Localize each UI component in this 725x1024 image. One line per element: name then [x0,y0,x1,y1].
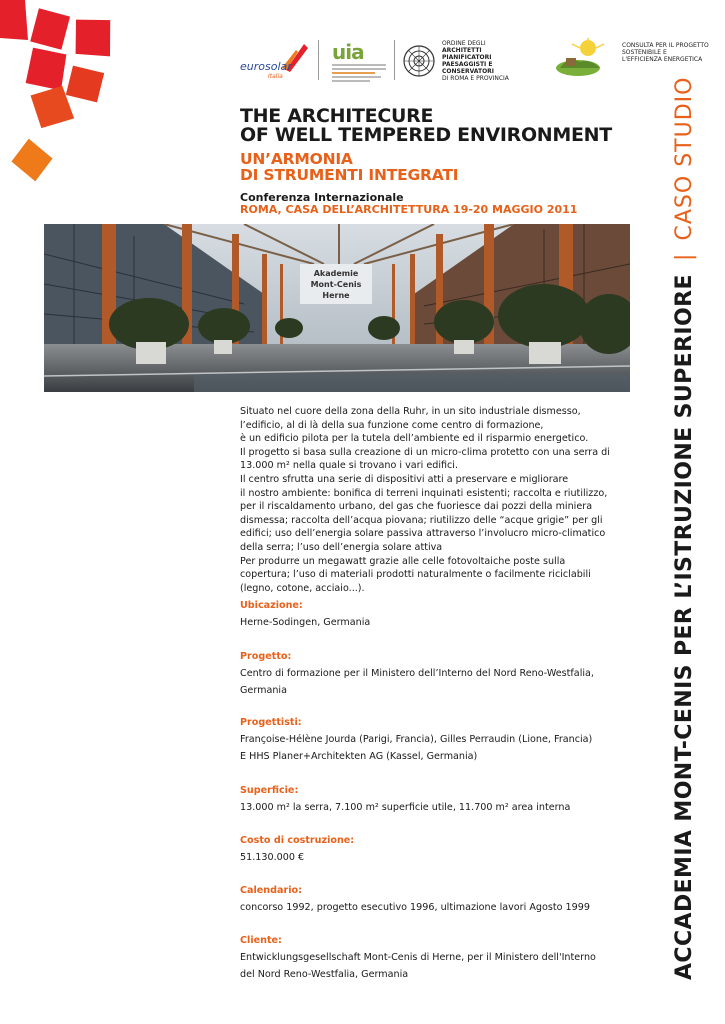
title-line-2: OF WELL TEMPERED ENVIRONMENT [240,124,612,146]
description-line: (legno, cotone, acciaio...). [240,582,365,594]
uia-name: uia [332,40,364,64]
section-heading: Costo di costruzione: [240,835,355,846]
section-value: del Nord Reno-Westfalia, Germania [240,969,409,980]
sign-line-1: Akademie [313,269,359,278]
side-title-caso-studio: CASO STUDIO [672,76,697,241]
section-value: 51.130.000 € [240,852,305,863]
consulta-line-2: SOSTENIBILE E [622,49,667,56]
description [240,405,630,595]
description-line: copertura; l’uso di materiali prodotti naturalmente o facilmente riciclabili [240,569,591,581]
description-line: per il riscaldamento urbano, del gas che fuoriesce dai pozzi della miniera [240,501,593,513]
logo-divider [318,40,319,80]
section-value: concorso 1992, progetto esecutivo 1996, ultimazione lavori Agosto 1999 [240,902,590,913]
section-value: 13.000 m² la serra, 7.100 m² superficie utile, 11.700 m² area interna [240,802,571,813]
consulta-text [622,42,709,63]
consulta-line-3: L'EFFICIENZA ENERGETICA [622,56,703,63]
description-line: Il progetto si basa sulla creazione di un micro-clima protetto con una serra di [240,446,610,458]
description-line: della serra; l’uso dell’energia solare attiva [240,541,443,553]
ordine-line-2: ARCHITETTI [442,47,482,54]
side-title [672,76,712,980]
subtitle [240,151,458,183]
eurosolar-logo [238,40,310,80]
consulta-illustration-icon [550,38,614,78]
section-value: Centro di formazione per il Ministero dell’Interno del Nord Reno-Westfalia, [240,668,594,679]
section-value: Entwicklungsgesellschaft Mont-Cenis di Herne, per il Ministero dell'Interno [240,952,596,963]
section-value: Herne-Sodingen, Germania [240,617,371,628]
uia-text-lines [332,64,386,82]
ordine-line-5: DI ROMA E PROVINCIA [442,75,509,82]
ordine-line-1: ORDINE DEGLI [442,40,486,47]
logo-divider [394,40,395,80]
subtitle-line-2: DI STRUMENTI INTEGRATI [240,166,459,184]
description-line: è un edificio pilota per la tutela dell’ambiente ed il risparmio energetico. [240,433,589,445]
side-title-main: ACCADEMIA MONT-CENIS PER L’ISTRUZIONE SUPERIORE [672,274,697,980]
description-line: edifici; uso dell’energia solare passiva attraverso l’involucro micro-climatico [240,528,606,540]
section-heading: Progettisti: [240,717,302,728]
side-title-rotated [672,76,712,980]
section-ubicazione [240,597,640,631]
ordine-line-4: PAESAGGISTI E CONSERVATORI [442,61,495,75]
ordine-emblem-icon [402,44,436,78]
consulta-line-1: CONSULTA PER IL PROGETTO [622,42,709,49]
eurosolar-subtitle: Italia [268,73,283,80]
title-line-1: THE ARCHITECURE [240,105,434,127]
conference-info [240,192,577,216]
main-title [240,107,612,145]
section-progettisti [240,714,640,765]
consulta-logo [550,36,710,80]
side-title-separator: | [672,253,697,261]
description-line: dismessa; raccolta dell’acqua piovana; riutilizzo delle “acque grigie” per gli [240,514,603,526]
sign-line-3: Herne [322,291,350,300]
description-line: Situato nel cuore della zona della Ruhr, in un sito industriale dismesso, [240,406,581,417]
description-line: Per produrre un megawatt grazie alle celle fotovoltaiche poste sulla [240,555,566,567]
subtitle-line-1: UN’ARMONIA [240,150,353,168]
sign-line-2: Mont-Cenis [310,280,362,289]
section-superficie [240,782,640,816]
atrium-illustration [44,224,630,392]
section-value: Germania [240,685,287,696]
section-value: E HHS Planer+Architekten AG (Kassel, Germania) [240,751,478,762]
section-progetto [240,648,640,699]
description-line: 13.000 m² nella quale si trovano i vari edifici. [240,460,459,472]
section-heading: Superficie: [240,785,299,796]
section-value: Françoise-Hélène Jourda (Parigi, Francia), Gilles Perraudin (Lione, Francia) [240,734,593,745]
eurosolar-name: eurosolar [240,60,292,73]
section-calendario [240,882,640,916]
description-line: Il centro sfrutta una serie di dispositivi atti a preservare e migliorare [240,473,569,485]
section-heading: Calendario: [240,885,302,896]
conference-details: ROMA, CASA DELL’ARCHITETTURA 19-20 MAGGIO 2011 [240,203,578,216]
conference-title: Conferenza Internazionale [240,191,404,204]
section-heading: Cliente: [240,935,282,946]
description-line: il nostro ambiente: bonifica di terreni inquinati esistenti; raccolta e riutilizzo, [240,487,608,499]
uia-logo [330,40,388,82]
ordine-line-3: PIANIFICATORI [442,54,492,61]
building-photo [44,224,630,392]
ordine-architetti-logo [402,40,542,82]
square-pattern-graphic [0,0,130,190]
ordine-text [442,40,542,82]
description-line: l’edificio, al di là della sua funzione come centro di formazione, [240,419,544,431]
section-costo [240,832,640,866]
section-cliente [240,932,640,983]
section-heading: Ubicazione: [240,600,303,611]
section-heading: Progetto: [240,651,292,662]
